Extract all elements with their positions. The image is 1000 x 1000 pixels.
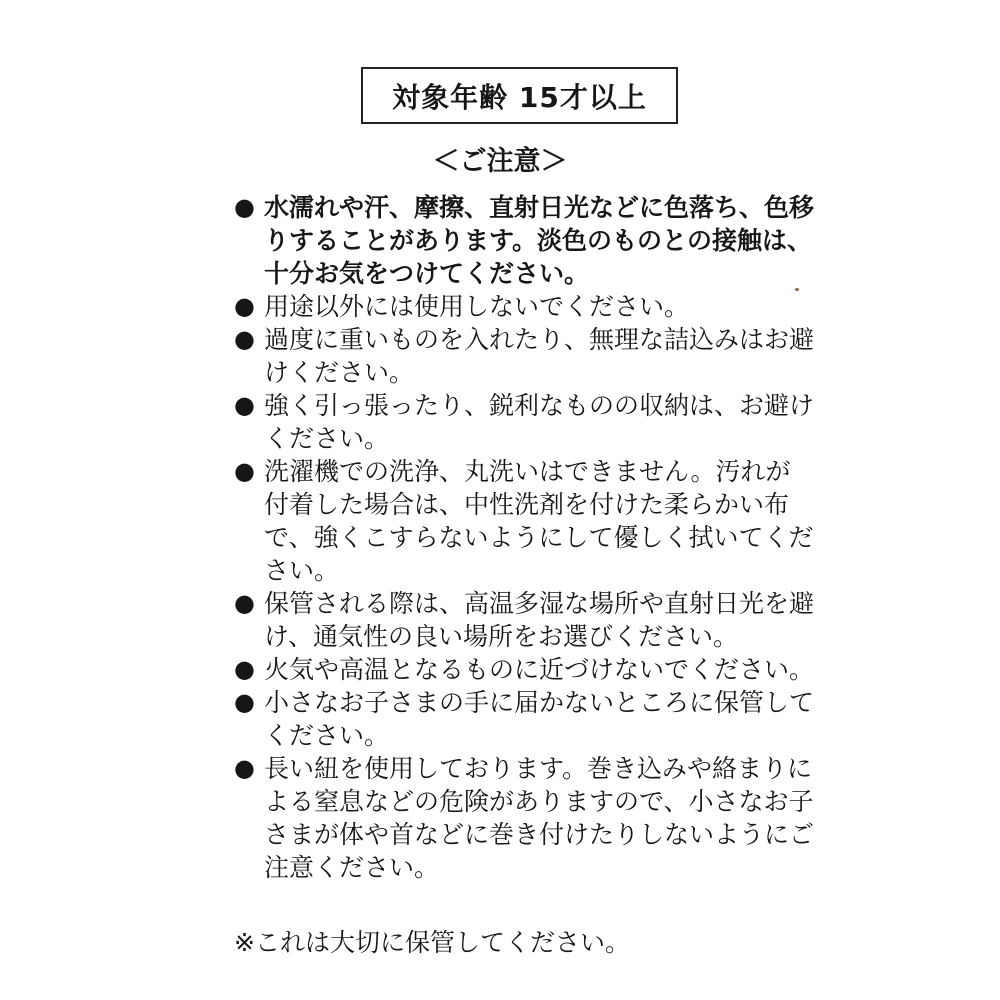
caution-item-overloading <box>234 323 814 389</box>
caution-item-children <box>234 686 814 752</box>
caution-list <box>234 191 814 884</box>
caution-item-text: 小さなお子さまの手に届かないところに保管してください。 <box>264 688 815 750</box>
bullet-icon: ● <box>234 325 255 353</box>
bullet-icon: ● <box>234 193 255 221</box>
caution-item-text: 過度に重いものを入れたり、無理な詰込みはお避けください。 <box>264 325 815 387</box>
caution-item-color-transfer <box>234 191 814 290</box>
caution-heading: ＜ご注意＞ <box>432 146 568 177</box>
bullet-icon: ● <box>234 655 255 683</box>
caution-item-sharp-objects <box>234 389 814 455</box>
caution-item-storage <box>234 587 814 653</box>
footer-note: ※これは大切に保管してください。 <box>234 928 630 957</box>
age-rating-box <box>361 67 678 124</box>
caution-item-text: 火気や高温となるものに近づけないでください。 <box>264 655 815 684</box>
bullet-icon: ● <box>234 457 255 485</box>
caution-item-text: 水濡れや汗、摩擦、直射日光などに色落ち、色移りすることがあります。淡色のものとの接触は、十分お気をつけてください。 <box>264 193 815 288</box>
caution-item-strap-hazard <box>234 752 814 884</box>
caution-item-text: 用途以外には使用しないでください。 <box>264 292 690 321</box>
bullet-icon: ● <box>234 688 255 716</box>
bullet-icon: ● <box>234 292 255 320</box>
print-speck <box>795 288 799 291</box>
bullet-icon: ● <box>234 754 255 782</box>
age-rating-label: 対象年齢 15才以上 <box>392 80 647 114</box>
caution-item-intended-use <box>234 290 814 323</box>
caution-item-text: 長い紐を使用しております。巻き込みや絡まりによる窒息などの危険がありますので、小さなお子さまが体や首などに巻き付けたりしないようにご注意ください。 <box>264 754 815 882</box>
bullet-icon: ● <box>234 391 255 419</box>
caution-item-washing <box>234 455 814 587</box>
caution-item-text: 洗濯機での洗浄、丸洗いはできません。汚れが付着した場合は、中性洗剤を付けた柔らかい布で、強くこすらないようにして優しく拭いてください。 <box>264 457 814 585</box>
caution-item-text: 保管される際は、高温多湿な場所や直射日光を避け、通気性の良い場所をお選びください。 <box>264 589 815 651</box>
caution-item-fire <box>234 653 814 686</box>
caution-item-text: 強く引っ張ったり、鋭利なものの収納は、お避けください。 <box>264 391 815 453</box>
bullet-icon: ● <box>234 589 255 617</box>
